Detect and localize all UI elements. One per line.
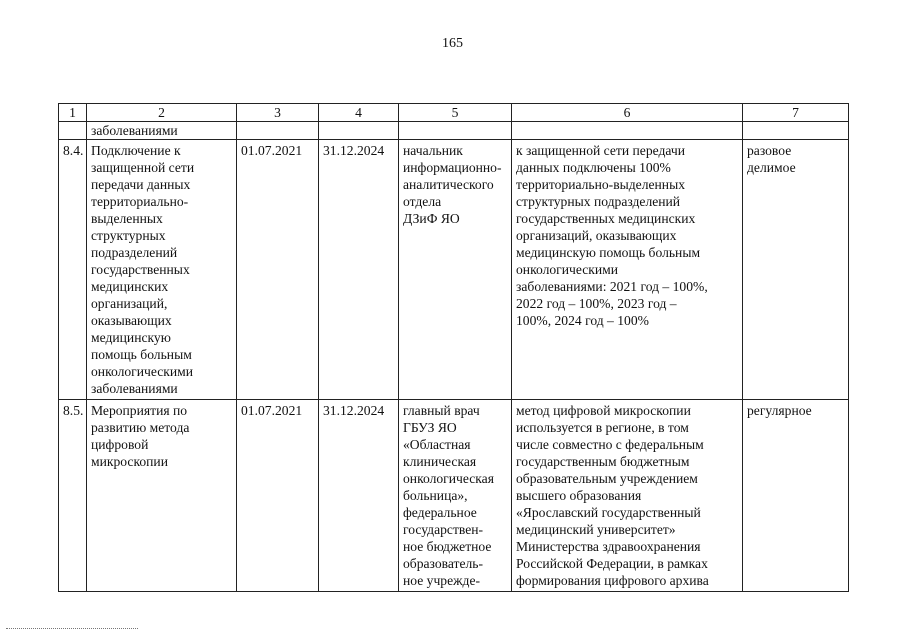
measures-table	[58, 103, 849, 592]
header-cell: 1	[59, 104, 87, 122]
type-cell: разовое делимое	[743, 140, 849, 400]
start-date-cell: 01.07.2021	[237, 140, 319, 400]
table-row	[59, 140, 849, 400]
result-cell: метод цифровой микроскопии используется в регионе, в том числе совместно с федеральным государственным бюджетным образовательным учреждением высшего образования «Ярославский государственный медицинский университет» Министерства здравоохранения Российской Федерации, в рамках формирования цифрового архива	[512, 400, 743, 592]
start-date-cell: 01.07.2021	[237, 400, 319, 592]
responsible-cell: начальник информационно- аналитического отдела ДЗиФ ЯО	[399, 140, 512, 400]
type-cell: регулярное	[743, 400, 849, 592]
header-cell: 5	[399, 104, 512, 122]
continuation-row	[59, 122, 849, 140]
table-row	[59, 400, 849, 592]
responsible-cell: главный врач ГБУЗ ЯО «Областная клиническая онкологическая больница», федеральное государствен- ное бюджетное образователь- ное учрежде-	[399, 400, 512, 592]
header-cell: 7	[743, 104, 849, 122]
row-number: 8.5.	[59, 400, 87, 592]
header-cell: 3	[237, 104, 319, 122]
activity-cell: Подключение к защищенной сети передачи данных территориально- выделенных структурных подразделений государственных медицинских организаций, оказывающих медицинскую помощь больным онкологическими заболеваниями	[87, 140, 237, 400]
header-cell: 6	[512, 104, 743, 122]
activity-cell: заболеваниями	[87, 122, 237, 140]
column-number-header	[59, 104, 849, 122]
result-cell: к защищенной сети передачи данных подключены 100% территориально-выделенных структурных подразделений государственных медицинских организаций, оказывающих медицинскую помощь больным онкологическими заболеваниями: 2021 год – 100%, 2022 год – 100%, 2023 год – 100%, 2024 год – 100%	[512, 140, 743, 400]
activity-cell: Мероприятия по развитию метода цифровой микроскопии	[87, 400, 237, 592]
end-date-cell: 31.12.2024	[319, 140, 399, 400]
footer-rule	[6, 628, 138, 629]
row-number: 8.4.	[59, 140, 87, 400]
page-number: 165	[442, 36, 463, 51]
end-date-cell: 31.12.2024	[319, 400, 399, 592]
header-cell: 2	[87, 104, 237, 122]
header-cell: 4	[319, 104, 399, 122]
